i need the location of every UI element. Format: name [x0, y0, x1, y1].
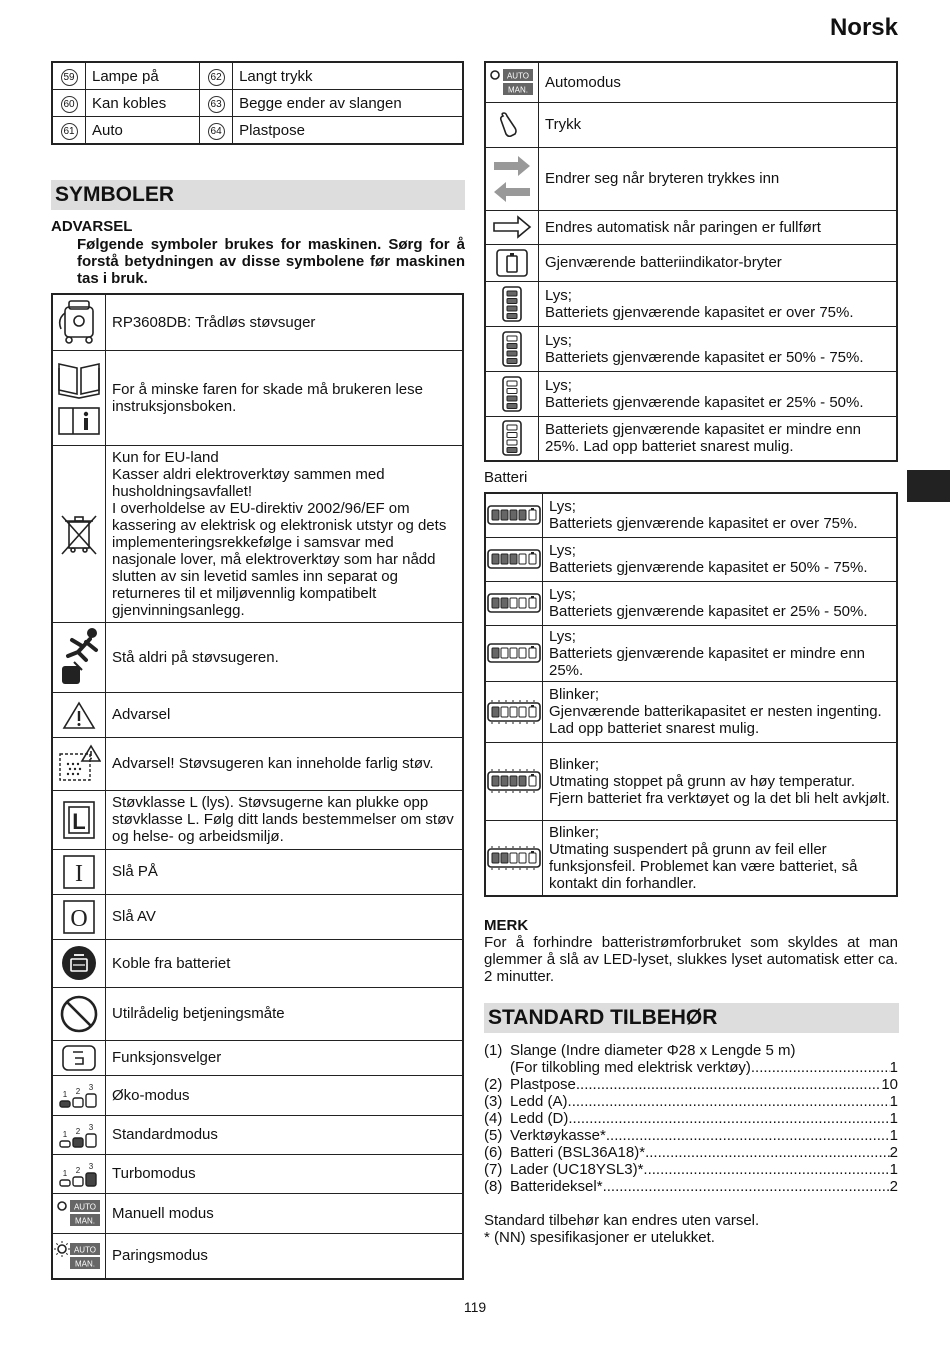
warning-text: Følgende symboler brukes for maskinen. Sørg for å forstå betydningen av disse symbolene før maskinen tas i bruk.: [77, 236, 465, 287]
section-tab-marker: [907, 470, 950, 502]
symbol-description: Slå AV: [106, 894, 464, 939]
svg-text:2: 2: [75, 1165, 81, 1175]
symbol-description: Advarsel: [106, 692, 464, 737]
part-number: 62: [200, 62, 233, 90]
symbol-description: Lys; Batteriets gjenværende kapasitet er 50% - 75%.: [543, 537, 898, 581]
list-item: [484, 1178, 898, 1195]
table-row: [52, 294, 463, 350]
accessories-footnote: [484, 1212, 898, 1246]
symbol-description: Advarsel! Støvsugeren kan inneholde farlig støv.: [106, 737, 464, 790]
accessory-name: Batteri (BSL36A18)*: [510, 1144, 646, 1161]
symbol-description: Støvklasse L (lys). Støvsugerne kan plukke opp støvklasse L. Følg ditt lands bestemmelser om støv og helse- og arbeidsmiljø.: [106, 790, 464, 849]
accessory-qty: 10: [881, 1076, 898, 1093]
symbol-description: Lys; Batteriets gjenværende kapasitet er over 75%.: [543, 493, 898, 537]
part-label: Plastpose: [233, 117, 463, 145]
accessory-number: (2): [484, 1076, 503, 1093]
function-selector-icon: [52, 1040, 106, 1075]
table-row: [52, 62, 463, 90]
symbol-description: Blinker; Utmating suspendert på grunn av feil eller funksjonsfeil. Problemet kan være batteriet, så kontakt din forhandler.: [543, 820, 898, 896]
press-icon: [485, 102, 539, 147]
symbol-description: Paringsmodus: [106, 1233, 464, 1279]
mode-symbols-table: [484, 61, 898, 462]
svg-text:MAN.: MAN.: [508, 85, 528, 95]
table-row: [52, 350, 463, 445]
battery-level-2-icon: [485, 371, 539, 416]
part-label: Begge ender av slangen: [233, 90, 463, 117]
battery-bar-blink-all-icon: [485, 742, 543, 820]
symbol-description: Koble fra batteriet: [106, 939, 464, 987]
symbol-description: Lys; Batteriets gjenværende kapasitet er mindre enn 25%.: [543, 625, 898, 681]
symbol-description: Slå PÅ: [106, 849, 464, 894]
accessories-heading: STANDARD TILBEHØR: [484, 1003, 899, 1033]
symbol-description: Utilrådelig betjeningsmåte: [106, 987, 464, 1040]
table-row: [485, 147, 897, 210]
accessory-name: Slange (Indre diameter Φ28 x Lengde 5 m): [510, 1042, 796, 1059]
svg-text:2: 2: [75, 1087, 81, 1096]
table-row: [485, 493, 897, 537]
disconnect-battery-icon: [52, 939, 106, 987]
battery-level-3-icon: [485, 326, 539, 371]
accessory-name: Plastpose: [510, 1076, 576, 1093]
part-number: 61: [52, 117, 86, 145]
accessory-qty: 2: [889, 1178, 898, 1195]
part-label: Lampe på: [86, 62, 200, 90]
table-row: [485, 820, 897, 896]
symbol-description: RP3608DB: Trådløs støvsuger: [106, 294, 464, 350]
svg-text:1: 1: [62, 1129, 68, 1139]
accessory-number: (4): [484, 1110, 503, 1127]
symbol-description: Endres automatisk når paringen er fullført: [539, 210, 898, 244]
battery-bar-1-icon: [485, 625, 543, 681]
svg-text:AUTO: AUTO: [506, 71, 530, 81]
symbol-description: Blinker; Utmating stoppet på grunn av høy temperatur. Fjern batteriet fra verktøyet og la det bli helt avkjølt.: [543, 742, 898, 820]
symbol-description: Turbomodus: [106, 1154, 464, 1193]
table-row: [52, 445, 463, 622]
svg-text:L: L: [72, 808, 86, 834]
table-row: [485, 681, 897, 742]
symbol-description: Standardmodus: [106, 1115, 464, 1154]
symbol-description: Blinker; Gjenværende batterikapasitet er nesten ingenting. Lad opp batteriet snarest mulig.: [543, 681, 898, 742]
table-row: [52, 90, 463, 117]
table-row: [485, 371, 897, 416]
accessory-number: (5): [484, 1127, 503, 1144]
svg-text:3: 3: [88, 1083, 94, 1092]
svg-text:1: 1: [62, 1168, 68, 1178]
symbol-description: Lys; Batteriets gjenværende kapasitet er 50% - 75%.: [539, 326, 898, 371]
vacuum-cleaner-icon: [52, 294, 106, 350]
svg-text:3: 3: [88, 1122, 94, 1132]
part-label: Auto: [86, 117, 200, 145]
part-number: 59: [52, 62, 86, 90]
table-row: [52, 849, 463, 894]
battery-level-4-icon: [485, 281, 539, 326]
toggle-arrows-icon: [485, 147, 539, 210]
symbol-description: Lys; Batteriets gjenværende kapasitet er 25% - 50%.: [539, 371, 898, 416]
table-row: [52, 622, 463, 692]
table-row: [485, 102, 897, 147]
switch-on-icon: [52, 849, 106, 894]
part-label: Kan kobles: [86, 90, 200, 117]
accessory-qty: 1: [889, 1093, 898, 1110]
battery-level-1-icon: [485, 416, 539, 461]
instruction-manual-icon: [52, 350, 106, 445]
part-label: Langt trykk: [233, 62, 463, 90]
battery-symbols-table: [484, 492, 898, 897]
svg-text:2: 2: [75, 1126, 81, 1136]
part-number: 64: [200, 117, 233, 145]
symbol-description: Kun for EU-land Kasser aldri elektroverktøy sammen med husholdningsavfallet! I overholdelse av EU-direktiv 2002/96/EF om kassering av elektrisk og elektronisk utstyr og dets implementeringsrekkefølge i samsvar med nasjonale lover, må elektroverktøy som har nådd slutten av sin levetid samles inn separat og returneres til et miljøvennlig kompatibelt gjenvinningsanlegg.: [106, 445, 464, 622]
footnote-line: Standard tilbehør kan endres uten varsel.: [484, 1212, 760, 1229]
standard-mode-icon: [52, 1115, 106, 1154]
note-text: For å forhindre batteristrømforbruket som skyldes at man glemmer å slå av LED-lyset, slukkes lyset automatisk etter ca. 2 minutter.: [484, 934, 898, 985]
symbol-description: Funksjonsvelger: [106, 1040, 464, 1075]
list-item: [484, 1127, 898, 1144]
accessory-number: (6): [484, 1144, 503, 1161]
list-item: [484, 1161, 898, 1178]
symbol-description: Stå aldri på støvsugeren.: [106, 622, 464, 692]
hazardous-dust-icon: [52, 737, 106, 790]
symbol-description: Trykk: [539, 102, 898, 147]
accessory-number: (3): [484, 1093, 503, 1110]
language-header: Norsk: [829, 14, 898, 41]
part-number: 63: [200, 90, 233, 117]
accessory-name: Ledd (A): [510, 1093, 568, 1110]
auto-mode-icon: [485, 62, 539, 102]
accessory-qty: 2: [889, 1144, 898, 1161]
table-row: [52, 1193, 463, 1233]
table-row: [52, 117, 463, 145]
symbol-description: Automodus: [539, 62, 898, 102]
battery-label: Batteri: [484, 469, 528, 486]
outline-arrow-icon: [485, 210, 539, 244]
table-row: [52, 1115, 463, 1154]
svg-text:O: O: [70, 905, 88, 932]
table-row: [52, 692, 463, 737]
accessory-qty: 1: [889, 1161, 898, 1178]
svg-text:I: I: [75, 860, 83, 887]
list-item: [484, 1059, 898, 1076]
battery-bar-blink-alt-icon: [485, 820, 543, 896]
table-row: [52, 939, 463, 987]
accessory-qty: 1: [889, 1110, 898, 1127]
battery-bar-3-icon: [485, 537, 543, 581]
accessory-name: Verktøykasse*: [510, 1127, 606, 1144]
accessory-number: (8): [484, 1178, 503, 1195]
accessories-list: [484, 1042, 898, 1195]
svg-text:AUTO: AUTO: [73, 1245, 97, 1255]
switch-off-icon: [52, 894, 106, 939]
table-row: [485, 581, 897, 625]
accessory-qty: 1: [889, 1127, 898, 1144]
table-row: [52, 1154, 463, 1193]
table-row: [52, 737, 463, 790]
accessory-sub: (For tilkobling med elektrisk verktøy): [510, 1059, 751, 1076]
table-row: [52, 987, 463, 1040]
table-row: [52, 1040, 463, 1075]
dust-class-l-icon: [52, 790, 106, 849]
list-item: [484, 1110, 898, 1127]
accessory-qty: 1: [889, 1059, 898, 1076]
battery-bar-2-icon: [485, 581, 543, 625]
turbo-mode-icon: [52, 1154, 106, 1193]
list-item: [484, 1093, 898, 1110]
table-row: [52, 894, 463, 939]
symbol-description: For å minske faren for skade må brukeren lese instruksjonsboken.: [106, 350, 464, 445]
symbols-table: [51, 293, 464, 1280]
svg-text:MAN.: MAN.: [75, 1216, 95, 1226]
prohibited-icon: [52, 987, 106, 1040]
symbol-description: Lys; Batteriets gjenværende kapasitet er over 75%.: [539, 281, 898, 326]
symbol-description: Manuell modus: [106, 1193, 464, 1233]
footnote-line: * (NN) spesifikasjoner er utelukket.: [484, 1229, 715, 1246]
symbol-description: Endrer seg når bryteren trykkes inn: [539, 147, 898, 210]
list-item: [484, 1042, 898, 1059]
pairing-mode-icon: [52, 1233, 106, 1279]
table-row: [485, 416, 897, 461]
table-row: [52, 1075, 463, 1115]
table-row: [485, 210, 897, 244]
table-row: [52, 790, 463, 849]
symbol-description: Batteriets gjenværende kapasitet er mindre enn 25%. Lad opp batteriet snarest mulig.: [539, 416, 898, 461]
table-row: [485, 62, 897, 102]
battery-indicator-switch-icon: [485, 244, 539, 281]
no-standing-icon: [52, 622, 106, 692]
svg-text:1: 1: [62, 1090, 68, 1099]
symbols-heading: SYMBOLER: [51, 180, 465, 210]
symbol-description: Øko-modus: [106, 1075, 464, 1115]
manual-mode-icon: [52, 1193, 106, 1233]
table-row: [485, 625, 897, 681]
page-number: 119: [463, 1299, 487, 1315]
table-row: [52, 1233, 463, 1279]
table-row: [485, 244, 897, 281]
svg-text:MAN.: MAN.: [75, 1259, 95, 1269]
accessory-number: (1): [484, 1042, 503, 1059]
battery-bar-4-icon: [485, 493, 543, 537]
warning-triangle-icon: [52, 692, 106, 737]
eco-mode-icon: [52, 1075, 106, 1115]
accessory-name: Ledd (D): [510, 1110, 569, 1127]
crossed-out-bin-icon: [52, 445, 106, 622]
symbol-description: Gjenværende batteriindikator-bryter: [539, 244, 898, 281]
accessory-number: (7): [484, 1161, 503, 1178]
accessory-name: Lader (UC18YSL3)*: [510, 1161, 644, 1178]
symbol-description: Lys; Batteriets gjenværende kapasitet er 25% - 50%.: [543, 581, 898, 625]
accessory-name: Batterideksel*: [510, 1178, 603, 1195]
svg-text:3: 3: [88, 1161, 94, 1171]
table-row: [485, 742, 897, 820]
table-row: [485, 326, 897, 371]
list-item: [484, 1076, 898, 1093]
svg-text:AUTO: AUTO: [73, 1202, 97, 1212]
table-row: [485, 537, 897, 581]
part-number: 60: [52, 90, 86, 117]
battery-bar-blink-1-icon: [485, 681, 543, 742]
warning-label: ADVARSEL: [51, 218, 133, 235]
list-item: [484, 1144, 898, 1161]
table-row: [485, 281, 897, 326]
parts-legend-table: [51, 61, 464, 145]
note-label: MERK: [484, 917, 529, 934]
